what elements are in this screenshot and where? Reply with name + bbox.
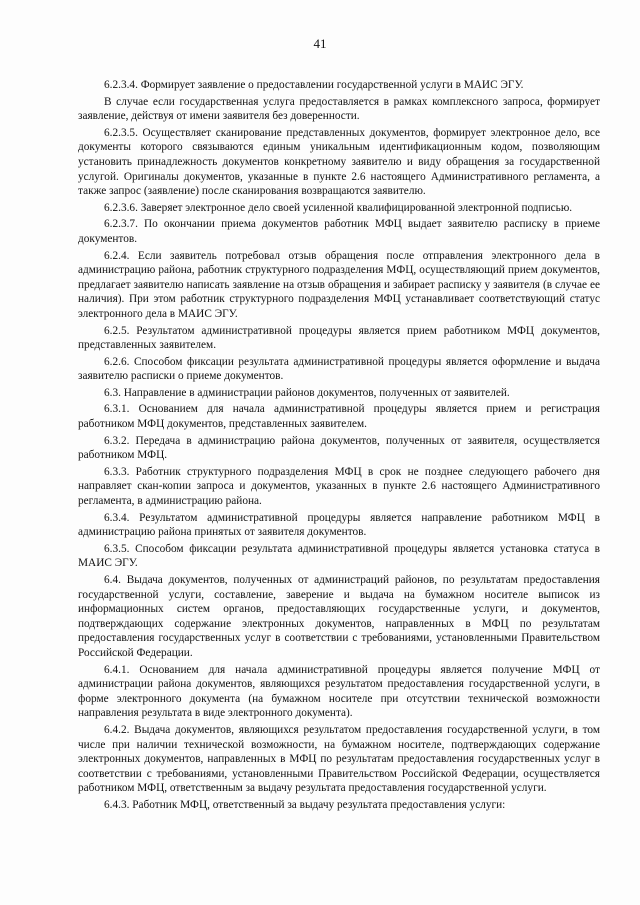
paragraph: 6.2.3.5. Осуществляет сканирование представленных документов, формирует электронное дело, все документы которого связываются единым уникальным идентификационным кодом, позволяющим установить принадлежность документов конкретному заявителю и виду обращения за государственной услугой. Оригиналы документов, указанные в пункте 2.6 настоящего Административного регламента, а также запрос (заявление) после сканирования возвращаются заявителю. xyxy=(78,126,600,198)
paragraph: 6.4.3. Работник МФЦ, ответственный за выдачу результата предоставления услуги: xyxy=(104,798,506,811)
paragraph: 6.3.4. Результатом административной процедуры является направление работником МФЦ в администрацию района принятых от заявителя документов. xyxy=(78,511,600,539)
paragraph: 6.2.5. Результатом административной процедуры является прием работником МФЦ документов, представленных заявителем. xyxy=(78,324,600,352)
section-heading: 6.3. Направление в администрации районов документов, полученных от заявителей. xyxy=(104,386,510,399)
document-body xyxy=(78,78,600,815)
paragraph: 6.4.2. Выдача документов, являющихся результатом предоставления государственной услуги, в том числе при наличии технической возможности, на бумажном носителе, подтверждающих содержание электронных документов, направленных в МФЦ по результатам предоставления государственных услуг в соответствии с требованиями, установленными Правительством Российской Федерации, осуществляется работником МФЦ, ответственным за выдачу результата предоставления государственной услуги. xyxy=(78,723,600,795)
paragraph: 6.2.6. Способом фиксации результата административной процедуры является оформление и выдача заявителю расписки о приеме документов. xyxy=(78,355,600,383)
page-number: 41 xyxy=(313,36,327,51)
paragraph: В случае если государственная услуга предоставляется в рамках комплексного запроса, формирует заявление, действуя от имени заявителя без доверенности. xyxy=(78,95,600,123)
paragraph: 6.2.4. Если заявитель потребовал отзыв обращения после отправления электронного дела в администрацию района, работник структурного подразделения МФЦ, осуществляющий прием документов, предлагает заявителю написать заявление на отзыв обращения и забирает расписку у заявителя (в случае ее наличия). При этом работник структурного подразделения МФЦ устанавливает соответствующий статус электронного дела в МАИС ЭГУ. xyxy=(78,249,600,320)
paragraph: 6.3.3. Работник структурного подразделения МФЦ в срок не позднее следующего рабочего дня направляет скан-копии запроса и документов, указанных в пункте 2.6 настоящего Административного регламента, в администрацию района. xyxy=(78,465,600,508)
paragraph: 6.4.1. Основанием для начала административной процедуры является получение МФЦ от администрации района документов, являющихся результатом предоставления государственной услуги, в форме электронного документа (на бумажном носителе при отсутствии технической возможности направления результата в виде электронного документа). xyxy=(78,663,600,720)
section-heading: 6.4. Выдача документов, полученных от администраций районов, по результатам предоставления государственной услуги, составление, заверение и выдача на бумажном носителе выписок из информационных систем органов, предоставляющих государственные услуги, и документов, подтверждающих содержание электронных документов, направленных в МФЦ по результатам предоставления государственных услуг в соответствии с требованиями, установленными Правительством Российской Федерации. xyxy=(78,574,600,659)
paragraph: 6.3.1. Основанием для начала административной процедуры является прием и регистрация работником МФЦ документов, представленных заявителем. xyxy=(78,403,600,431)
paragraph: 6.3.2. Передача в администрацию района документов, полученных от заявителя, осуществляется работником МФЦ. xyxy=(78,434,600,462)
paragraph: 6.2.3.7. По окончании приема документов работник МФЦ выдает заявителю расписку в приеме документов. xyxy=(78,218,600,245)
paragraph: 6.2.3.4. Формирует заявление о предоставлении государственной услуги в МАИС ЭГУ. xyxy=(104,79,524,91)
paragraph: 6.2.3.6. Заверяет электронное дело своей усиленной квалифицированной электронной подписью. xyxy=(104,201,573,214)
paragraph: 6.3.5. Способом фиксации результата административной процедуры является установка статуса в МАИС ЭГУ. xyxy=(78,542,600,570)
